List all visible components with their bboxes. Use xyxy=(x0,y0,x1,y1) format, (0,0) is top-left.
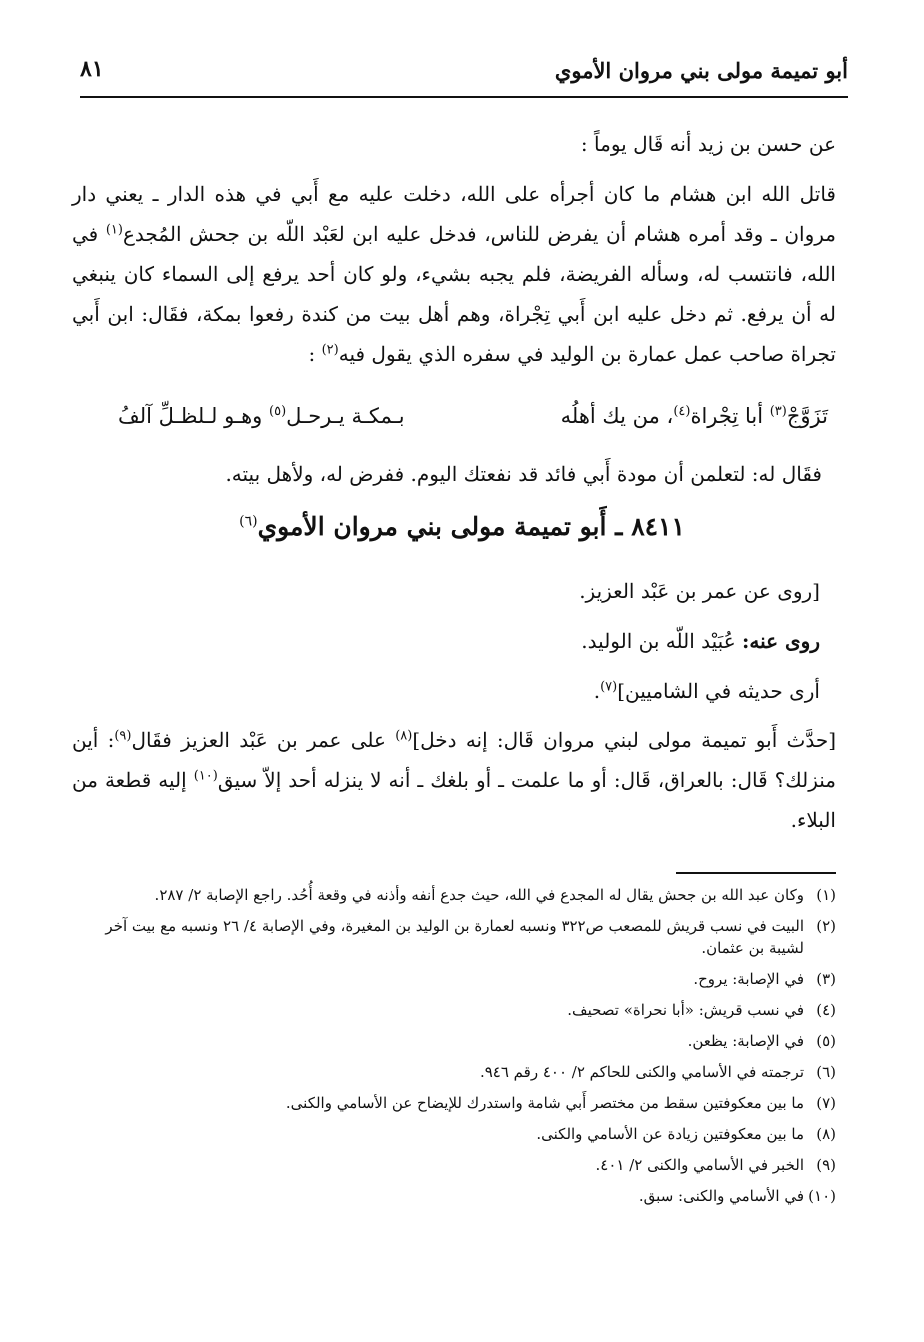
narrated-by-label: روى عنه: xyxy=(741,629,820,653)
poem-word-b: أبا تِجْراة xyxy=(690,404,770,428)
page-number: ٨١ xyxy=(80,56,104,82)
footnote-number: (٨) xyxy=(816,1125,836,1143)
entry-line-3 xyxy=(72,666,820,716)
footnote-number: (٧) xyxy=(816,1094,836,1112)
footnote-item xyxy=(80,1123,836,1145)
footnote-number: (٥) xyxy=(816,1032,836,1050)
footnote-ref-5[interactable]: (٥) xyxy=(269,404,287,419)
running-title: أبو تميمة مولى بني مروان الأموي xyxy=(554,58,848,83)
footnote-ref-8[interactable]: (٨) xyxy=(395,728,413,744)
footnote-ref-4[interactable]: (٤) xyxy=(673,404,691,419)
story-part-c: : أين منزلك؟ قَال: بالعراق، قَال: أو ما علمت ـ أو بلغك ـ أنه لا ينزله أحد إلاّ سيق xyxy=(72,728,836,792)
story-part-a: [حدَّث أَبو تميمة مولى لبني مروان قَال: إنه دخل] xyxy=(412,728,836,752)
footnote-item xyxy=(80,1030,836,1052)
footnote-text: في الأسامي والكنى: سبق. xyxy=(638,1187,804,1205)
footnote-text: البيت في نسب قريش للمصعب ص٣٢٢ ونسبه لعمارة بن الوليد بن المغيرة، وفي الإصابة ٤/ ٢٦ ونسبه مع بيت آخر لشيبة بن عثمان. xyxy=(105,917,804,957)
entry-body xyxy=(72,566,820,716)
story-part-d: إليه قطعة من البلاء. xyxy=(72,768,836,832)
running-header xyxy=(80,52,848,98)
poem-word-c: ، من يك أهلُه xyxy=(560,404,674,428)
entry-line-3-end: . xyxy=(593,679,601,703)
footnote-ref-3[interactable]: (٣) xyxy=(769,404,787,419)
footnote-item xyxy=(80,915,836,959)
footnote-ref-7[interactable]: (٧) xyxy=(600,679,618,695)
footnote-ref-10[interactable]: (١٠) xyxy=(193,768,218,784)
story-paragraph xyxy=(72,720,836,840)
footnote-number: (٩) xyxy=(816,1156,836,1174)
footnote-item xyxy=(80,1061,836,1083)
footnote-text: وكان عبد الله بن جحش يقال له المجدع في الله، حيث جدع أنفه وأذنه في وقعة أُحُد. راجع الإصابة ٢/ ٢٨٧. xyxy=(154,886,804,904)
entry-line-3-text: أرى حديثه في الشاميين] xyxy=(617,679,820,703)
after-poem-line: فقَال له: لتعلمن أن مودة أَبي فائد قد نفعتك اليوم. ففرض له، ولأهل بيته. xyxy=(225,462,822,486)
poem-word-a: تَزَوَّجْ xyxy=(786,404,828,428)
footnote-ref-1[interactable]: (١) xyxy=(105,222,123,238)
paragraph-1-part-b: في الله، فانتسب له، وسأله الفريضة، فلم يجبه بشيء، ولو كان أحد يرفع إلى السماء كان ينبغي له أن يرفع. ثم دخل عليه ابن أَبي تِجْراة، وهم أهل بيت من كندة رفعوا بمكة، فقَال: ابن أَبي تجراة صاحب عمل عمارة بن الوليد في سفره الذي يقول فيه xyxy=(72,222,836,366)
paragraph-1 xyxy=(72,174,836,374)
footnote-text: في الإصابة: يظعن. xyxy=(687,1032,804,1050)
footnote-text: ما بين معكوفتين زيادة عن الأسامي والكنى. xyxy=(536,1125,804,1143)
body-text xyxy=(72,124,836,374)
poem-second-hemistich xyxy=(118,404,405,428)
footnote-item xyxy=(80,999,836,1021)
footnote-item xyxy=(80,1154,836,1176)
footnote-number: (٢) xyxy=(816,917,836,935)
entry-heading xyxy=(0,512,924,541)
footnote-ref-2[interactable]: (٢) xyxy=(321,342,339,358)
footnote-number: (١) xyxy=(816,886,836,904)
footnote-item xyxy=(80,1185,836,1207)
entry-heading-text: ٨٤١١ ـ أَبو تميمة مولى بني مروان الأموي xyxy=(257,512,685,541)
paragraph-1-end: : xyxy=(308,342,322,366)
paragraph-1-part-a: قاتل الله ابن هشام ما كان أجرأه على الله، دخلت عليه مع أَبي في هذه الدار ـ يعني دار مروان ـ وقد أمره هشام أن يفرض للناس، فدخل عليه ابن لعَبْد اللّه بن جحش المُجدع xyxy=(72,182,836,246)
footnote-number: (٣) xyxy=(816,970,836,988)
poem-first-hemistich xyxy=(561,404,828,428)
intro-line: عن حسن بن زيد أنه قَال يوماً : xyxy=(580,132,836,156)
entry-line-2 xyxy=(72,616,820,666)
footnote-text: الخبر في الأسامي والكنى ٢/ ٤٠١. xyxy=(595,1156,804,1174)
footnote-divider xyxy=(676,872,836,874)
footnote-item xyxy=(80,1092,836,1114)
footnote-number: (١٠) xyxy=(808,1187,836,1205)
footnote-text: في الإصابة: يروح. xyxy=(693,970,804,988)
entry-line-1: [روى عن عمر بن عَبْد العزيز. xyxy=(579,579,820,603)
footnote-text: ترجمته في الأسامي والكنى للحاكم ٢/ ٤٠٠ رقم ٩٤٦. xyxy=(479,1063,804,1081)
story-text xyxy=(72,720,836,840)
footnote-text: في نسب قريش: «أبا نحراة» تصحيف. xyxy=(567,1001,804,1019)
poem-verse xyxy=(118,398,828,448)
footnote-item xyxy=(80,968,836,990)
footnote-ref-9[interactable]: (٩) xyxy=(114,728,132,744)
story-part-b: على عمر بن عَبْد العزيز فقَال xyxy=(131,728,396,752)
footnotes xyxy=(80,884,836,1216)
footnote-ref-6[interactable]: (٦) xyxy=(239,513,258,530)
poem-word-d: بـمكـة يـرحـل xyxy=(286,404,405,428)
footnote-number: (٦) xyxy=(816,1063,836,1081)
footnote-text: ما بين معكوفتين سقط من مختصر أَبي شامة واستدرك للإيضاح عن الأسامي والكنى. xyxy=(285,1094,804,1112)
narrated-by-name: عُبَيْد اللّه بن الوليد. xyxy=(581,629,742,653)
poem-word-e: وهـو لـلظـلِّ آلفُ xyxy=(118,404,269,428)
footnote-item xyxy=(80,884,836,906)
footnote-number: (٤) xyxy=(816,1001,836,1019)
